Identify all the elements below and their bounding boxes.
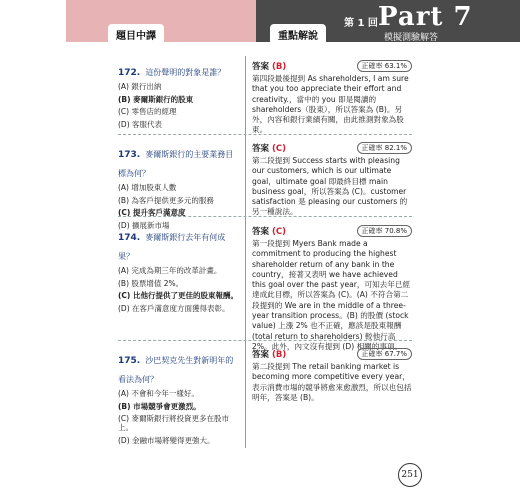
option-a: (A) 完成為期三年的改革計畫。: [118, 266, 222, 275]
answer-175: [252, 348, 412, 403]
option-a: (A) 增加股東人數: [118, 183, 177, 192]
option-a: (A) 銀行出納: [118, 82, 162, 91]
page-number: 251: [398, 463, 422, 487]
tab-explanation: 重點解說: [270, 24, 326, 44]
answer-173: [252, 142, 412, 218]
option-a: (A) 不會和今年一樣好。: [118, 389, 199, 398]
answer-label: 答案 (C): [252, 144, 286, 154]
option-d: (D) 擴展新市場: [118, 220, 170, 230]
question-174: [118, 225, 240, 314]
answer-letter: (C): [271, 227, 286, 237]
column-divider: [245, 56, 246, 448]
answer-explanation: 第一段提到 Myers Bank made a commitment to producing the highest shareholder return of any bank in the country，接著又表明 we have achieved this goal over the past year，可知去年已經達成此目標，所以答案為 (C)。(A) 不符合第二段提到的 We are in the middle of a three-year transition process。(B) 的股價 (stock value) 上漲 2% 也不正確，應該是股東報酬 (total return to shareholders) 較他行高 2%。此外，內文沒有提到 (D) 相關的事項。: [252, 239, 411, 351]
question-172: [118, 60, 240, 130]
row-separator: [118, 216, 412, 217]
question-number: 175.: [118, 356, 141, 366]
answer-label: 答案 (B): [252, 350, 287, 360]
answer-explanation: 第四段最後提到 As shareholders, I am sure that you too appreciate their effort and creativity.，當中的 you 即是閱讀的 shareholders（股東），所以答案為 (B)。另外，內容和銀行業績有關，由此推測對象為股東。: [252, 74, 409, 135]
question-173: [118, 142, 240, 231]
accuracy-badge: 正確率 67.7%: [357, 348, 412, 360]
option-c: (C) 麥爾斯銀行將投資更多在股市上。: [118, 414, 229, 432]
answer-letter: (B): [271, 350, 287, 360]
row-separator: [118, 340, 412, 341]
question-header: [118, 225, 240, 263]
option-b: (B) 為客戶提供更多元的服務: [118, 195, 214, 205]
option-c: (C) 零售店的經理: [118, 107, 177, 117]
row-separator: [118, 134, 412, 135]
question-text: 麥爾斯銀行的主要業務目標為何？: [118, 150, 234, 178]
option-d: (D) 金融市場將變得更強大。: [118, 435, 215, 445]
option-d: (D) 客服代表: [118, 119, 163, 129]
question-number: 174.: [118, 233, 141, 243]
answer-explanation: 第二段提到 The retail banking market is becoming more competitive every year，表示消費市場的競爭將愈來愈激烈，所以也包括明年，答案是 (B)。: [252, 362, 412, 402]
option-c: (C) 比他行提供了更佳的股東報酬。: [118, 291, 238, 301]
question-text: 這份聲明的對象是誰？: [145, 68, 226, 77]
question-header: [118, 60, 240, 79]
answer-label: 答案 (C): [252, 227, 286, 237]
option-d: (D) 在客戶滿意度方面獲得表彰。: [118, 303, 230, 313]
answer-174: [252, 225, 412, 352]
answer-letter: (B): [271, 62, 287, 72]
option-b: (B) 麥爾斯銀行的股東: [118, 94, 194, 104]
option-c: (C) 提升客戶滿意度: [118, 208, 186, 218]
tab-translation: 題目中譯: [108, 24, 164, 44]
chapter-label: 第 1 回: [344, 18, 378, 29]
answer-explanation: 第二段提到 Success starts with pleasing our customers, which is our ultimate goal，ultimate goal 即最終目標 main business goal，所以答案為 (C)。customer satisfaction 是 pleasing our customers 的另一種說法。: [252, 156, 408, 217]
question-number: 172.: [118, 68, 141, 78]
question-header: [118, 348, 240, 386]
option-b: (B) 市場競爭會更激烈。: [118, 401, 201, 411]
question-text: 麥爾斯銀行去年有何成果？: [118, 233, 226, 261]
question-text: 沙巴契克先生對新明年的看法為何？: [118, 356, 234, 384]
accuracy-badge: 正確率 63.1%: [357, 60, 412, 72]
part-subtitle: 模擬測驗解答: [384, 33, 439, 43]
option-b: (B) 股票增值 2%。: [118, 278, 184, 288]
question-175: [118, 348, 240, 445]
answer-172: [252, 60, 412, 136]
accuracy-badge: 正確率 70.8%: [357, 225, 412, 237]
accuracy-badge: 正確率 82.1%: [357, 142, 412, 154]
part-title: Part 7: [378, 2, 473, 32]
answer-label: 答案 (B): [252, 62, 287, 72]
question-header: [118, 142, 240, 180]
question-number: 173.: [118, 150, 141, 160]
answer-letter: (C): [271, 144, 286, 154]
